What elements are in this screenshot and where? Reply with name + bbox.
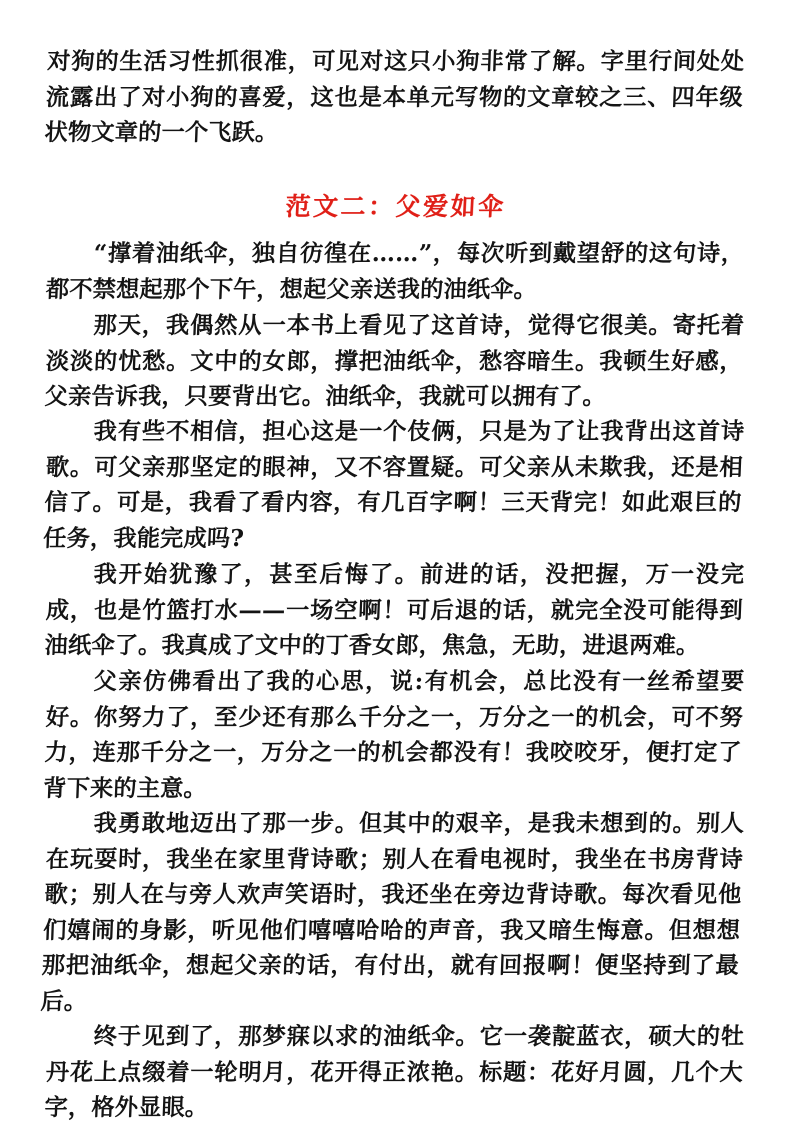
body-paragraph-7: 终于见到了，那梦寐以求的油纸伞。它一袭靛蓝衣，硕大的牡丹花上点缀着一轮明月，花开得正浓艳。标题：花好月圆，几个大字，格外显眼。 bbox=[44, 1023, 745, 1122]
body-paragraph-5: 父亲仿佛看出了我的心思，说:有机会，总比没有一丝希望要好。你努力了，至少还有那么千分之一，万分之一的机会，可不努力，连那千分之一，万分之一的机会都没有！我咬咬牙，便打定了背下来的主意。 bbox=[42, 667, 745, 802]
body-paragraph-3: 我有些不相信，担心这是一个伎俩，只是为了让我背出这首诗歌。可父亲那坚定的眼神，又不容置疑。可父亲从未欺我，还是相信了。可是，我看了看内容，有几百字啊！三天背完！如此艰巨的任务，我能完成吗? bbox=[42, 418, 745, 553]
body-paragraph-2: 那天，我偶然从一本书上看见了这首诗，觉得它很美。寄托着淡淡的忧愁。文中的女郎，撑把油纸伞，愁容暗生。我顿生好感，父亲告诉我，只要背出它。油纸伞，我就可以拥有了。 bbox=[44, 311, 745, 410]
body-paragraph-4: 我开始犹豫了，甚至后悔了。前进的话，没把握，万一没完成，也是竹篮打水——一场空啊！可后退的话，就完全没可能得到油纸伞了。我真成了文中的丁香女郎，焦急，无助，进退两难。 bbox=[44, 560, 745, 659]
document-body bbox=[39, 44, 745, 1126]
continued-paragraph: 对狗的生活习性抓很准，可见对这只小狗非常了解。字里行间处处流露出了对小狗的喜爱，这也是本单元写物的文章较之三、四年级状物文章的一个飞跃。 bbox=[44, 48, 745, 147]
body-paragraph-6: 我勇敢地迈出了那一步。但其中的艰辛，是我未想到的。别人在玩耍时，我坐在家里背诗歌；别人在看电视时，我坐在书房背诗歌；别人在与旁人欢声笑语时，我还坐在旁边背诗歌。每次看见他们嬉闹的身影，听见他们嘻嘻哈哈的声音，我又暗生悔意。但想想那把油纸伞，想起父亲的话，有付出，就有回报啊！便坚持到了最后。 bbox=[39, 809, 745, 1015]
spacer-below-title bbox=[48, 224, 745, 236]
section-title: 范文二：父爱如伞 bbox=[284, 191, 507, 221]
spacer-above-title bbox=[48, 151, 745, 189]
body-paragraph-1: “撑着油纸伞，独自彷徨在……”，每次听到戴望舒的这句诗，都不禁想起那个下午，想起父亲送我的油纸伞。 bbox=[45, 240, 745, 303]
